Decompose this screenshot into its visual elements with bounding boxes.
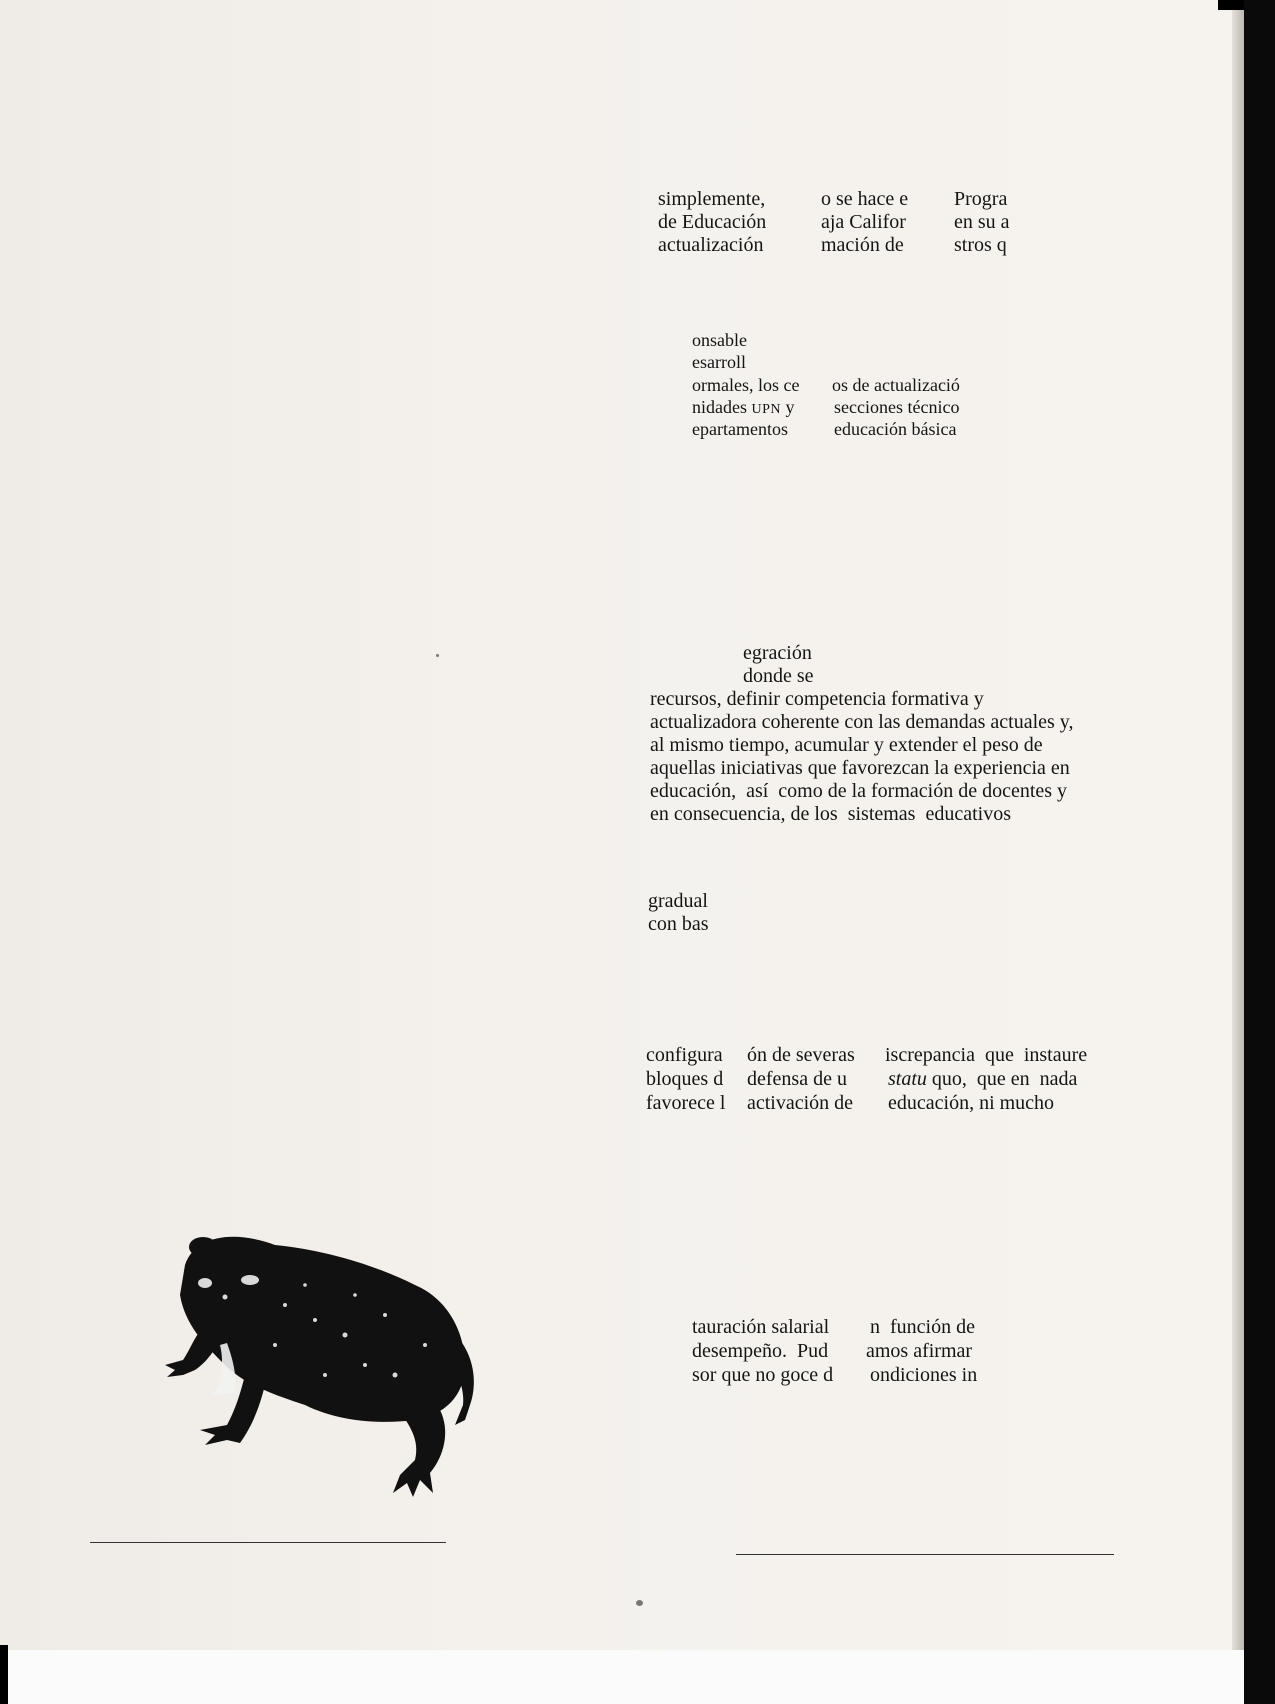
block3-indented-line1: egración xyxy=(743,642,812,664)
block4-line2: con bas xyxy=(648,913,709,935)
page-edge-shadow xyxy=(1232,0,1244,1650)
scanner-border-right xyxy=(1244,0,1275,1704)
block6-col1-line3: sor que no goce d xyxy=(692,1364,834,1386)
paragraph-line: aquellas iniciativas que favorezcan la experiencia en xyxy=(650,757,1070,779)
scanner-corner-top xyxy=(1218,0,1244,10)
scanner-corner-bottom xyxy=(0,1645,8,1704)
block4-line1: gradual xyxy=(648,890,708,912)
block5-col2-line3: activación de xyxy=(747,1092,854,1114)
block1-col3-line1: Progra xyxy=(954,188,1008,210)
italic-term: statu xyxy=(888,1068,927,1090)
block3-paragraph xyxy=(650,688,1074,826)
block5-col1-line1: configura xyxy=(646,1044,723,1066)
scan-speck xyxy=(436,654,439,657)
paragraph-line: recursos, definir competencia formativa y xyxy=(650,688,984,710)
paragraph-line: actualizadora coherente con las demandas actuales y, xyxy=(650,711,1074,733)
block2-col1-line1: ormales, los ce xyxy=(692,375,800,395)
block2-col1-line2: nidades UPN y xyxy=(692,397,795,417)
block6-col1-line2: desempeño. Pud xyxy=(692,1340,829,1362)
block5-col3-line2: statu quo, que en nada xyxy=(888,1068,1078,1090)
block2-line1: onsable xyxy=(692,330,747,350)
block2-col2-line2: secciones técnico xyxy=(834,397,960,417)
paragraph-line: al mismo tiempo, acumular y extender el peso de xyxy=(650,734,1043,756)
paragraph-line: educación, así como de la formación de docentes y xyxy=(650,780,1068,802)
block2-col1-line3: epartamentos xyxy=(692,419,788,439)
block2-line2: esarroll xyxy=(692,352,746,372)
block1-col3-line2: en su a xyxy=(954,211,1010,233)
scanner-border-bottom xyxy=(0,1650,1244,1704)
block5-col3-line3: educación, ni mucho xyxy=(888,1092,1055,1114)
block3-indented-line2: donde se xyxy=(743,665,814,687)
upn-abbrev: UPN xyxy=(751,402,781,417)
block6-col2-line1: n función de xyxy=(870,1316,975,1338)
block1-col2-line1: o se hace e xyxy=(821,188,909,210)
scan-speck xyxy=(636,1600,643,1606)
block1-col3-line3: stros q xyxy=(954,234,1007,256)
toad-illustration xyxy=(165,1225,505,1505)
block5-col3-line1: iscrepancia que instaure xyxy=(885,1044,1088,1066)
block6-col2-line3: ondiciones in xyxy=(870,1364,978,1386)
block1-col1-line2: de Educación xyxy=(658,211,767,233)
footer-rule-right xyxy=(736,1554,1114,1555)
block5-col2-line1: ón de severas xyxy=(747,1044,855,1066)
block5-col1-line2: bloques d xyxy=(646,1068,724,1090)
block2-col2-line1: os de actualizació xyxy=(832,375,960,395)
block6-col2-line2: amos afirmar xyxy=(866,1340,973,1362)
block5-col2-line2: defensa de u xyxy=(747,1068,847,1090)
block1-col1-line3: actualización xyxy=(658,234,764,256)
block5-col1-line3: favorece l xyxy=(646,1092,726,1114)
footer-rule-left xyxy=(90,1542,446,1543)
block6-col1-line1: tauración salarial xyxy=(692,1316,830,1338)
paragraph-line: en consecuencia, de los sistemas educativos xyxy=(650,803,1011,825)
block1-col2-line2: aja Califor xyxy=(821,211,906,233)
block1-col1-line1: simplemente, xyxy=(658,188,766,210)
block1-col2-line3: mación de xyxy=(821,234,904,256)
block2-col2-line3: educación básica xyxy=(834,419,957,439)
